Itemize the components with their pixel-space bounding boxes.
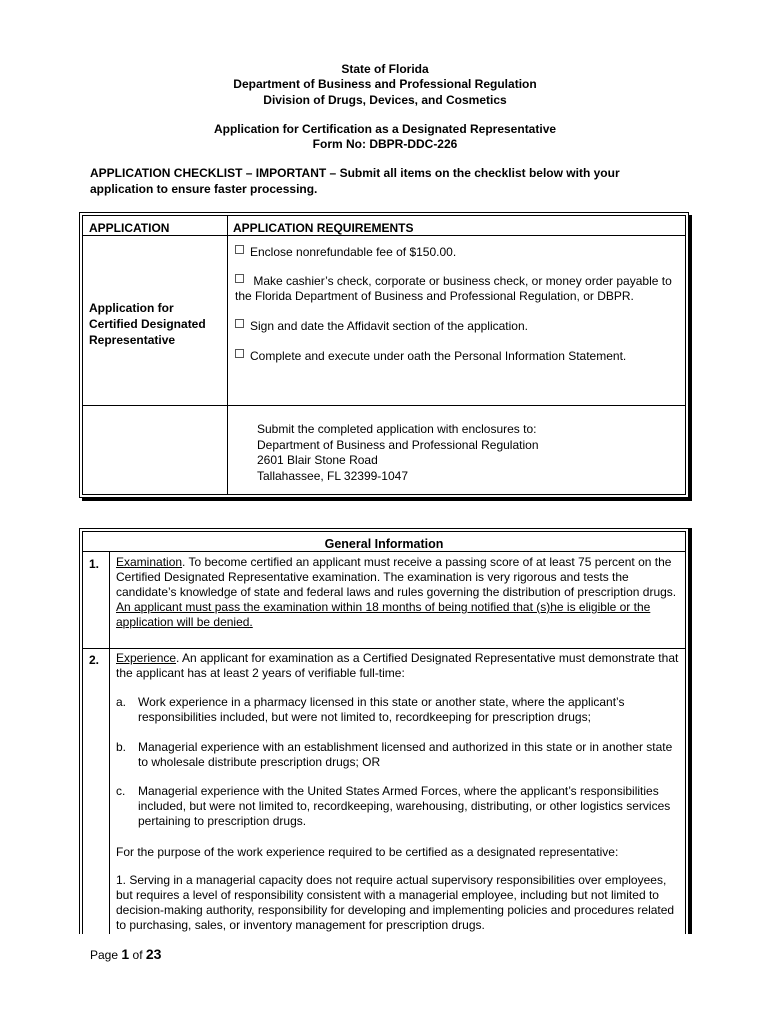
checkbox-icon[interactable] (235, 319, 244, 328)
purpose-paragraph: For the purpose of the work experience required to be certified as a designated representative: (116, 845, 619, 859)
form-title: Application for Certification as a Designated Representative (213, 122, 557, 136)
page-total: 23 (145, 946, 162, 962)
application-name: Application for Certified Designated Representative (89, 301, 206, 347)
requirement-item: Sign and date the Affidavit section of the application. (235, 319, 685, 334)
examination-paragraph: Examination. To become certified an applicant must receive a passing score of at least 75 percent on the Certified Designated Representative examination. The examination is very rigorous and tests the candidate’s knowledge of state and federal laws and rules governing the distribution of prescription drugs. An applicant must pass the examination within 18 months of being notified that (s)he is eligible or the application will be denied. (116, 555, 677, 629)
division-heading: Division of Drugs, Devices, and Cosmetics (263, 93, 507, 107)
item-number: 2. (89, 653, 100, 667)
mailing-address: Submit the completed application with enclosures to: Department of Business and Professional Regulation 2601 Blair Stone Road Tallahassee, FL 32399-1047 (257, 422, 539, 483)
checkbox-icon[interactable] (235, 274, 244, 283)
column-header-application: APPLICATION (89, 221, 170, 235)
checklist-note: APPLICATION CHECKLIST – IMPORTANT – Submit all items on the checklist below with your application to ensure faster processing. (90, 166, 620, 196)
state-heading: State of Florida (341, 62, 429, 76)
requirement-item: Complete and execute under oath the Personal Information Statement. (235, 349, 685, 364)
managerial-capacity-paragraph: 1. Serving in a managerial capacity does not require actual supervisory responsibilities over employees, but requires a level of responsibility consistent with a managerial employee, including but not limited to decision-making authority, responsibility for developing and implementing policies and procedures related to purchasing, sales, or inventory management for prescription drugs. (116, 873, 675, 932)
page-footer: Page 1 of 23 (90, 946, 162, 962)
experience-option-a: a. Work experience in a pharmacy licensed in this state or another state, where the applicant’s responsibilities included, but were not limited to, recordkeeping for prescription drugs; (116, 695, 625, 724)
page-number: 1 (121, 946, 130, 962)
checkbox-icon[interactable] (235, 349, 244, 358)
requirement-item: Make cashier’s check, corporate or business check, or money order payable to the Florida Department of Business and Professional Regulation, or DBPR. (235, 274, 672, 303)
column-header-requirements: APPLICATION REQUIREMENTS (233, 221, 414, 235)
general-information-table (79, 528, 689, 934)
department-heading: Department of Business and Professional Regulation (233, 77, 537, 91)
experience-paragraph: Experience. An applicant for examination as a Certified Designated Representative must demonstrate that the applicant has at least 2 years of verifiable full-time: (116, 651, 679, 680)
checkbox-icon[interactable] (235, 245, 244, 254)
section-title: General Information (324, 537, 444, 551)
experience-option-b: b. Managerial experience with an establishment licensed and authorized in this state or in another state to wholesale distribute prescription drugs; OR (116, 740, 673, 769)
experience-option-c: c. Managerial experience with the United States Armed Forces, where the applicant’s responsibilities included, but were not limited to, recordkeeping, warehousing, distributing, or other logistics services pertaining to prescription drugs. (116, 784, 671, 828)
application-checklist-table (79, 212, 689, 498)
form-number: Form No: DBPR-DDC-226 (312, 137, 458, 151)
requirement-item: Enclose nonrefundable fee of $150.00. (235, 245, 685, 260)
item-number: 1. (89, 557, 100, 571)
